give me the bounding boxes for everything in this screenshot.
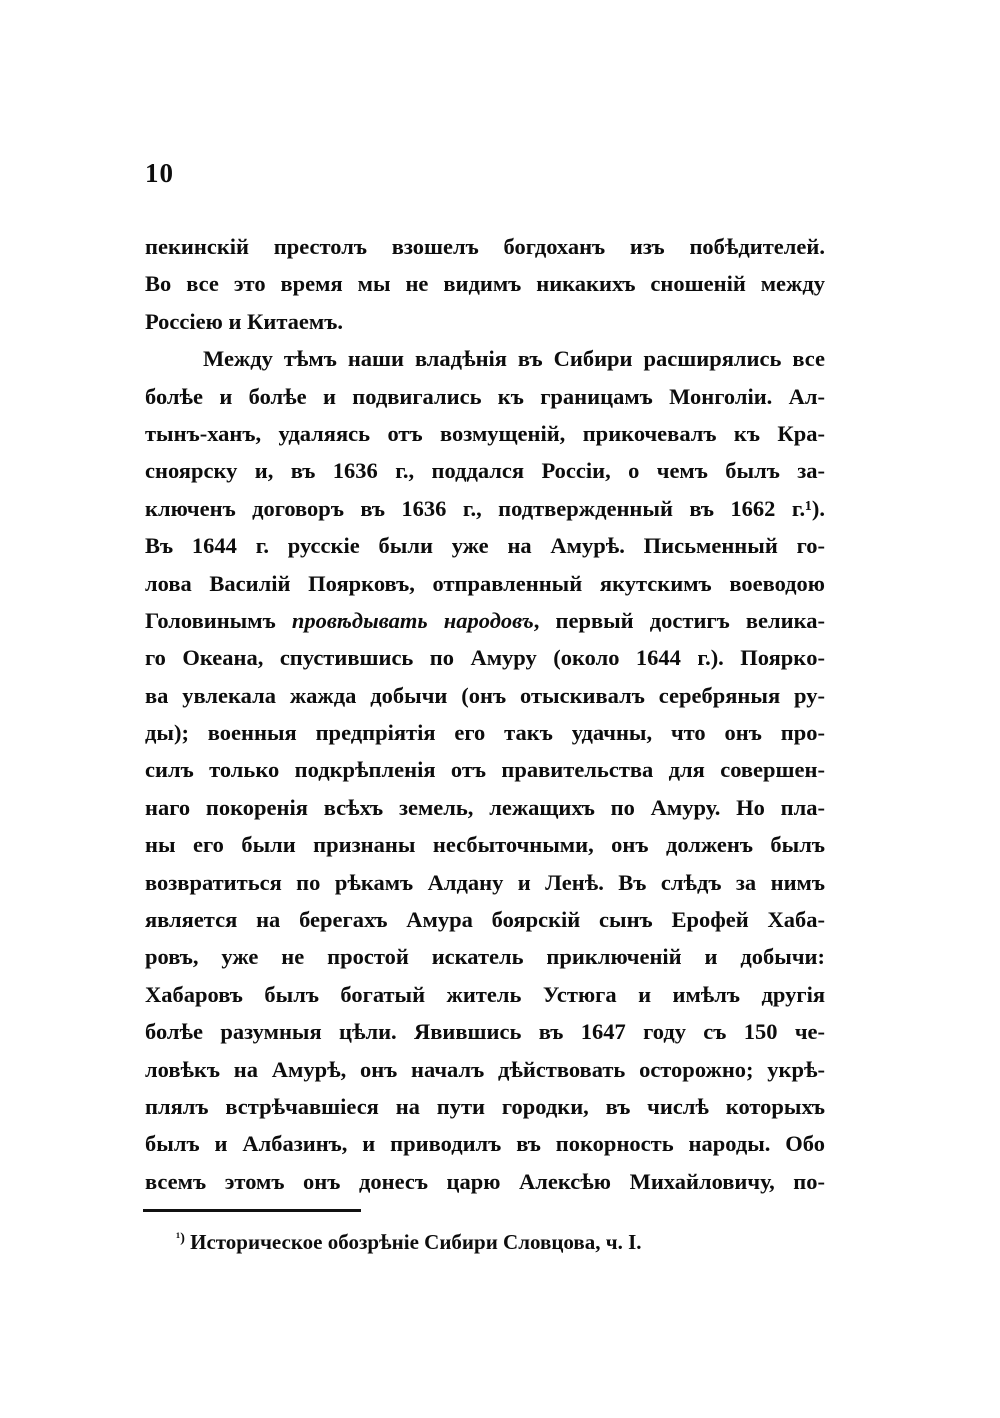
footnote-divider [143, 1209, 361, 1212]
text-line: Хабаровъ былъ богатый житель Устюга и имѣлъ другія [145, 981, 825, 1007]
text-segment: , первый достигъ велика- [533, 607, 825, 633]
text-line: возвратиться по рѣкамъ Алдану и Ленѣ. Въ слѣдъ за нимъ [145, 869, 825, 895]
text-line: сноярску и, въ 1636 г., поддался Россіи, о чемъ былъ за- [145, 458, 825, 484]
footnote-marker: ¹) [176, 1231, 185, 1246]
text-line: всемъ этомъ онъ донесъ царю Алексѣю Михайловичу, по- [145, 1168, 825, 1194]
text-line: наго покоренія всѣхъ земель, лежащихъ по Амуру. Но пла- [145, 794, 825, 820]
footnote-text: Историческое обозрѣніе Сибири Словцова, ч. I. [184, 1230, 642, 1254]
text-line: го Океана, спустившись по Амуру (около 1644 г.). Пояркo- [145, 645, 825, 671]
text-line: ловѣкъ на Амурѣ, онъ началъ дѣйствовать осторожно; укрѣ- [145, 1056, 825, 1082]
text-line: лова Василій Поярковъ, отправленный якутскимъ воеводою [145, 570, 825, 596]
text-line: ды); военныя предпріятія его такъ удачны, что онъ про- [145, 720, 825, 746]
text-line: тынъ-ханъ, удаляясь отъ возмущеній, прикочевалъ къ Кра- [145, 420, 825, 446]
text-line-with-italic [145, 602, 825, 639]
text-line: ровъ, уже не простой искатель приключеній и добычи: [145, 944, 825, 970]
text-line: Между тѣмъ наши владѣнія въ Сибири расширялись все [203, 346, 825, 372]
text-line: силъ только подкрѣпленія отъ правительства для совершен- [145, 757, 825, 783]
text-segment: Головинымъ [145, 607, 292, 633]
text-line: Во все это время мы не видимъ никакихъ сношеній между [145, 271, 825, 297]
text-line: ключенъ договоръ въ 1636 г., подтвержденный въ 1662 г.¹). [145, 495, 825, 521]
italic-phrase: провѣдывать народовъ [291, 607, 534, 633]
text-line: ва увлекала жажда добычи (онъ отыскивалъ серебряныя ру- [145, 682, 825, 708]
text-line: является на берегахъ Амура боярскій сынъ Ерофей Хаба- [145, 907, 825, 933]
text-line: Въ 1644 г. русскіе были уже на Амурѣ. Письменный го- [145, 533, 825, 559]
text-line: былъ и Албазинъ, и приводилъ въ покорность народы. Обо [145, 1131, 825, 1157]
page-number: 10 [145, 158, 174, 188]
footnote [176, 1230, 642, 1255]
text-line: ны его были признаны несбыточными, онъ долженъ былъ [145, 832, 825, 858]
text-line: болѣе разумныя цѣли. Явившись въ 1647 году съ 150 че- [145, 1019, 825, 1045]
body-text [145, 228, 825, 1200]
text-line: болѣе и болѣе и подвигались къ границамъ Монголіи. Ал- [145, 383, 825, 409]
text-line: пекинскій престолъ взошелъ богдоханъ изъ побѣдителей. [145, 234, 825, 259]
text-line: плялъ встрѣчавшіеся на пути городки, въ числѣ которыхъ [145, 1093, 825, 1119]
text-line: Россіею и Китаемъ. [145, 308, 343, 334]
